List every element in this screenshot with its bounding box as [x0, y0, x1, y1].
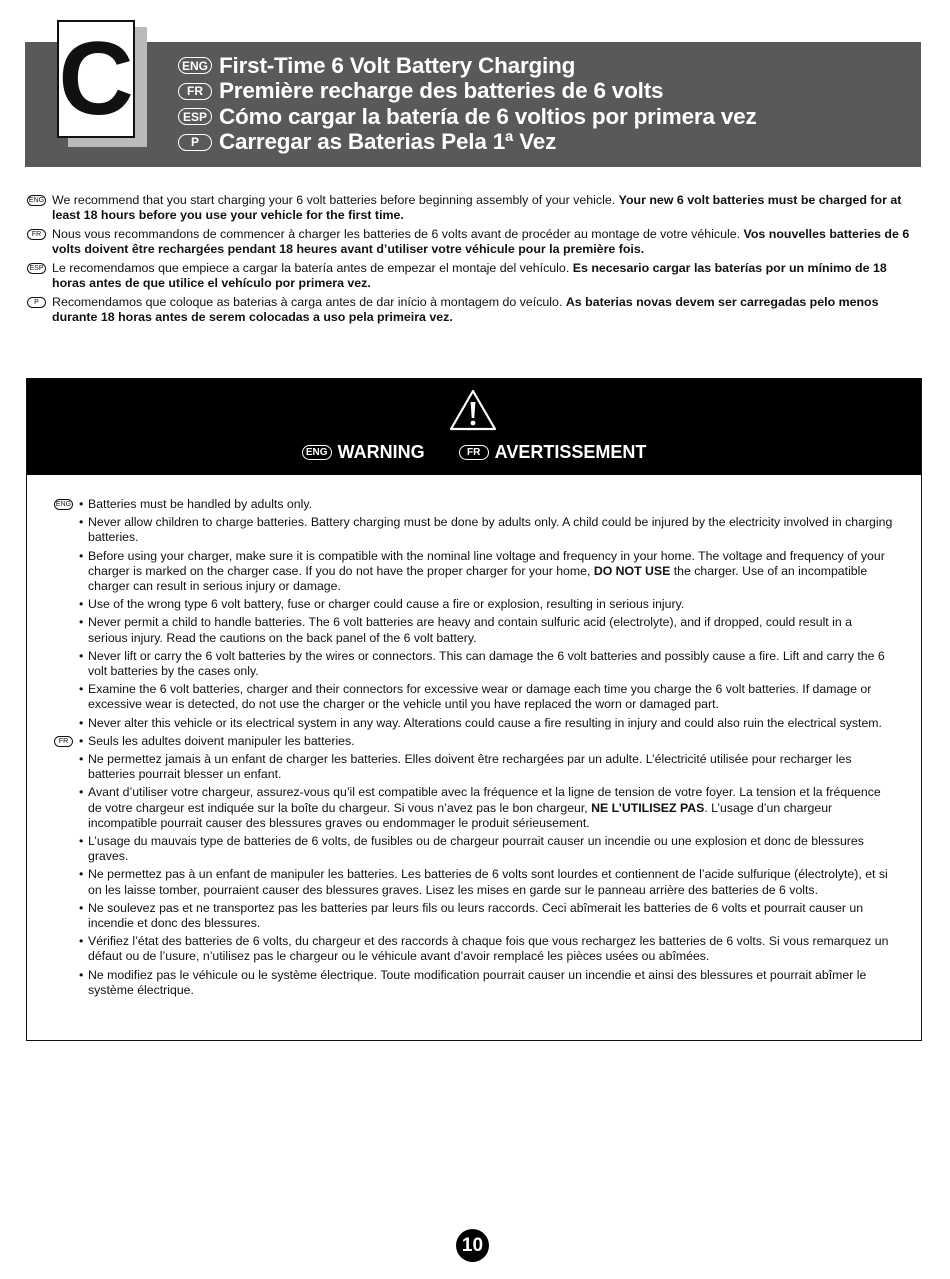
warning-bullet — [79, 752, 894, 782]
lang-badge-eng: ENG — [302, 445, 332, 460]
bullet-text: Never allow children to charge batteries. Battery charging must be done by adults only. A child could be injured by the electricity involved in charging batteries. — [88, 515, 893, 545]
bullet-text: Use of the wrong type 6 volt battery, fuse or charger could cause a fire or explosion, resulting in serious injury. — [88, 597, 685, 612]
intro-paragraph-p — [27, 295, 915, 325]
bullet-text: L’usage du mauvais type de batteries de 6 volts, de fusibles ou de chargeur pourrait causer un incendie ou une explosion et donc de blessures graves. — [88, 834, 864, 864]
warning-title-fr: AVERTISSEMENT — [494, 442, 647, 462]
warning-bullet — [79, 785, 894, 831]
intro-paragraph-fr — [27, 227, 915, 257]
lang-badge-fr: FR — [459, 445, 489, 460]
title-line-esp — [178, 104, 757, 130]
warning-label-fr — [459, 442, 647, 463]
title-line-fr — [178, 79, 757, 105]
intro-paragraph-esp — [27, 261, 915, 291]
warning-bullet — [79, 867, 894, 897]
intro-bold-text: Your new 6 volt batteries must be charged for at least 18 hours before you use your vehicle for the first time. — [52, 193, 902, 222]
bullet-text: Never lift or carry the 6 volt batteries by the wires or connectors. This can damage the 6 volt batteries and possibly cause a fire. Lift and carry the 6 volt batteries by the cases only. — [88, 648, 885, 679]
warning-box — [26, 378, 922, 1041]
bullet-text: Batteries must be handled by adults only. — [88, 497, 312, 511]
lang-badge-p: P — [27, 297, 46, 308]
lang-badge-p: P — [178, 134, 212, 151]
section-titles — [178, 53, 757, 155]
lang-badge-eng: ENG — [178, 57, 212, 74]
page-number: 10 — [456, 1229, 489, 1262]
warning-triangle-icon — [448, 388, 498, 432]
bullet-text: Ne permettez pas à un enfant de manipuler les batteries. Les batteries de 6 volts sont lourdes et contiennent de l’acide sulfurique (électrolyte), et si on les laisse tomber, pourraient causer des blessures graves. Lisez les mises en garde sur le panneau arrière des batteries de 6 volts. — [88, 867, 888, 897]
warning-bullet — [79, 597, 894, 612]
bullet-text-after: . L’usage d’un chargeur incompatible pourrait causer des blessures graves ou endommager le produit sérieusement. — [88, 800, 833, 830]
title-p: Carregar as Baterias Pela 1ª Vez — [219, 129, 557, 155]
intro-normal-text: Nous vous recommandons de commencer à charger les batteries de 6 volts avant de procéder au montage de votre véhicule. — [52, 227, 744, 241]
warning-labels — [27, 442, 921, 463]
intro-normal-text: Recomendamos que coloque as baterias à carga antes de dar início à montagem do veículo. — [52, 295, 566, 309]
warning-list-fr — [54, 734, 894, 998]
bullet-bold-text: DO NOT USE — [593, 563, 671, 578]
bullet-text-after: the charger. Use of an incompatible charger can result in serious injury or damage. — [88, 563, 868, 594]
bullet-text: Examine the 6 volt batteries, charger and their connectors for excessive wear or damage each time you charge the 6 volt batteries. If damage or excessive wear is detected, do not use the charger or the vehicle until you have replaced the worn or damaged part. — [88, 682, 872, 712]
warning-label-eng — [302, 442, 425, 463]
warning-bullet — [79, 968, 894, 998]
bullet-text: Seuls les adultes doivent manipuler les batteries. — [88, 733, 355, 748]
intro-normal-text: Le recomendamos que empiece a cargar la batería antes de empezar el montaje del vehículo. — [52, 261, 573, 275]
bullet-bold-text: NE L’UTILISEZ PAS — [591, 800, 705, 815]
warning-bullet — [79, 682, 894, 712]
title-eng: First-Time 6 Volt Battery Charging — [219, 52, 576, 78]
warning-bullet — [79, 615, 894, 645]
warning-bullet — [79, 515, 894, 545]
title-line-eng — [178, 53, 757, 79]
warning-title-eng: WARNING — [337, 442, 425, 462]
intro-text — [52, 261, 915, 291]
intro-normal-text: We recommend that you start charging your 6 volt batteries before beginning assembly of your vehicle. — [52, 193, 619, 207]
bullet-text: Before using your charger, make sure it is compatible with the nominal line voltage and frequency in your home. The voltage and frequency of your charger is marked on the charger case. If you do not have the proper charger for your home, — [88, 548, 885, 578]
warning-list-eng — [54, 497, 894, 731]
lang-badge-eng: ENG — [55, 501, 72, 508]
intro-text — [52, 295, 915, 325]
bullet-text: Ne modifiez pas le véhicule ou le système électrique. Toute modification pourrait causer un incendie et ainsi des blessures et pourrait abîmer le système électrique. — [88, 967, 867, 997]
warning-bullet — [79, 649, 894, 679]
intro-text — [52, 193, 915, 223]
warning-bullet — [79, 497, 894, 512]
warning-body — [54, 497, 894, 1001]
intro-paragraphs — [27, 193, 915, 329]
intro-text — [52, 227, 915, 257]
lang-badge-esp: ESP — [27, 263, 46, 274]
bullet-text: Ne permettez jamais à un enfant de charger les batteries. Elles doivent être rechargées par un adulte. L’électricité utilisée pour recharger les batteries pourrait blesser un enfant. — [88, 752, 852, 782]
bullet-text: Avant d’utiliser votre chargeur, assurez-vous qu’il est compatible avec la fréquence et la ligne de tension de votre foyer. La tension et la fréquence de votre chargeur est indiquée sur la boîte du chargeur. Si vous n’avez pas le bon chargeur, — [88, 785, 881, 815]
intro-bold-text: As baterias novas devem ser carregadas pelo menos durante 18 horas antes de serem colocadas a uso pela primeira vez. — [52, 295, 879, 324]
title-line-p — [178, 130, 757, 156]
lang-badge-fr: FR — [54, 736, 73, 747]
intro-bold-text: Vos nouvelles batteries de 6 volts doivent être rechargées pendant 18 heures avant d’utiliser votre véhicule pour la première fois. — [52, 227, 910, 256]
warning-bullet — [79, 734, 894, 749]
intro-bold-text: Es necesario cargar las baterías por un mínimo de 18 horas antes de que utilice el vehículo por primera vez. — [52, 261, 887, 290]
bullet-text: Ne soulevez pas et ne transportez pas les batteries par leurs fils ou leurs raccords. Ceci abîmerait les batteries de 6 volts et pourrait causer un incendie et donc des blessures. — [88, 900, 864, 931]
bullet-text: Vérifiez l’état des batteries de 6 volts, du chargeur et des raccords à chaque fois que vous rechargez les batteries de 6 volts. Si vous remarquez un défaut ou de l’usure, n’utilisez pas le chargeur ou le véhicule avant d’avoir remplacé les pièces usées ou abîmées. — [88, 934, 889, 964]
warning-block-fr — [54, 734, 894, 998]
lang-badge-esp: ESP — [178, 108, 212, 125]
warning-bullet — [79, 934, 894, 964]
bullet-text: Never permit a child to handle batteries. The 6 volt batteries are heavy and contain sulfuric acid (electrolyte), and if dropped, could result in a serious injury. Read the cautions on the back panel of the 6 volt battery. — [88, 615, 852, 645]
bullet-text: Never alter this vehicle or its electrical system in any way. Alterations could cause a fire resulting in injury and could also ruin the electrical system. — [88, 715, 882, 730]
warning-bullet — [79, 549, 894, 595]
warning-bullet — [79, 901, 894, 931]
warning-bullet — [79, 834, 894, 864]
lang-badge-fr: FR — [178, 83, 212, 100]
intro-paragraph-eng — [27, 193, 915, 223]
title-fr: Première recharge des batteries de 6 volts — [219, 78, 664, 104]
title-esp: Cómo cargar la batería de 6 voltios por primera vez — [219, 103, 757, 129]
lang-badge-eng: ENG — [28, 197, 45, 204]
warning-block-eng — [54, 497, 894, 731]
warning-header — [27, 379, 921, 475]
lang-badge-fr: FR — [27, 229, 46, 240]
section-letter: C — [58, 21, 134, 137]
warning-bullet — [79, 716, 894, 731]
